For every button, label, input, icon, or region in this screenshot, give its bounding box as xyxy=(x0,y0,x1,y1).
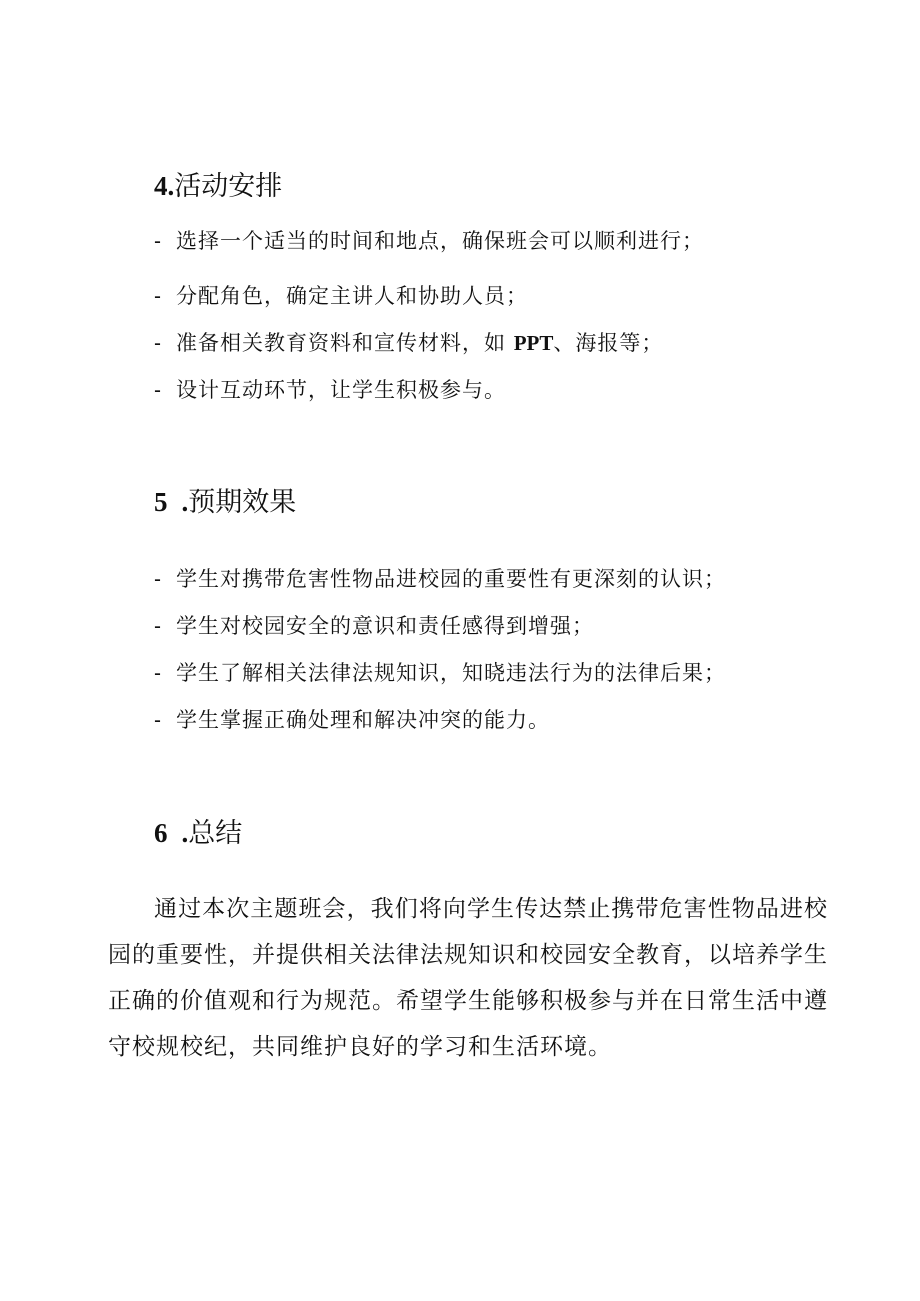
list-item: - 准备相关教育资料和宣传材料，如 PPT、海报等； xyxy=(154,328,663,359)
bullet-dash: - xyxy=(154,285,162,308)
bullet-dash: - xyxy=(154,379,162,402)
section-6-number: 6 xyxy=(154,818,168,848)
list-item: - 学生对携带危害性物品进校园的重要性有更深刻的认识； xyxy=(154,564,726,595)
section-4-title: 活动安排 xyxy=(174,171,283,202)
list-item: - 分配角色，确定主讲人和协助人员； xyxy=(154,281,528,312)
list-item: - 学生了解相关法律法规知识，知晓违法行为的法律后果； xyxy=(154,658,726,689)
section-5-separator: . xyxy=(181,487,189,517)
bullet-dash: - xyxy=(154,568,162,591)
bullet-dash: - xyxy=(154,230,162,253)
section-5-number: 5 xyxy=(154,487,168,517)
section-4-separator: . xyxy=(167,171,175,201)
list-item: - 设计互动环节，让学生积极参与。 xyxy=(154,375,506,406)
bullet-dash: - xyxy=(154,332,162,355)
section-6-title: 总结 xyxy=(188,818,243,849)
list-item: - 选择一个适当的时间和地点，确保班会可以顺利进行； xyxy=(154,226,704,257)
summary-paragraph: 通过本次主题班会，我们将向学生传达禁止携带危害性物品进校园的重要性，并提供相关法律法规知识和校园安全教育，以培养学生正确的价值观和行为规范。希望学生能够积极参与并在日常生活中遵守校规校纪，共同维护良好的学习和生活环境。 xyxy=(108,896,828,1060)
list-item: - 学生对校园安全的意识和责任感得到增强； xyxy=(154,611,594,642)
bullet-dash: - xyxy=(154,662,162,685)
bullet-dash: - xyxy=(154,709,162,732)
bullet-dash: - xyxy=(154,615,162,638)
list-item: - 学生掌握正确处理和解决冲突的能力。 xyxy=(154,705,550,736)
section-5-heading xyxy=(154,484,296,521)
section-4-heading xyxy=(154,168,282,205)
section-6-separator: . xyxy=(181,818,189,848)
section-4-number: 4 xyxy=(154,171,168,201)
section-5-title: 预期效果 xyxy=(188,487,297,518)
section-6-heading xyxy=(154,815,242,852)
